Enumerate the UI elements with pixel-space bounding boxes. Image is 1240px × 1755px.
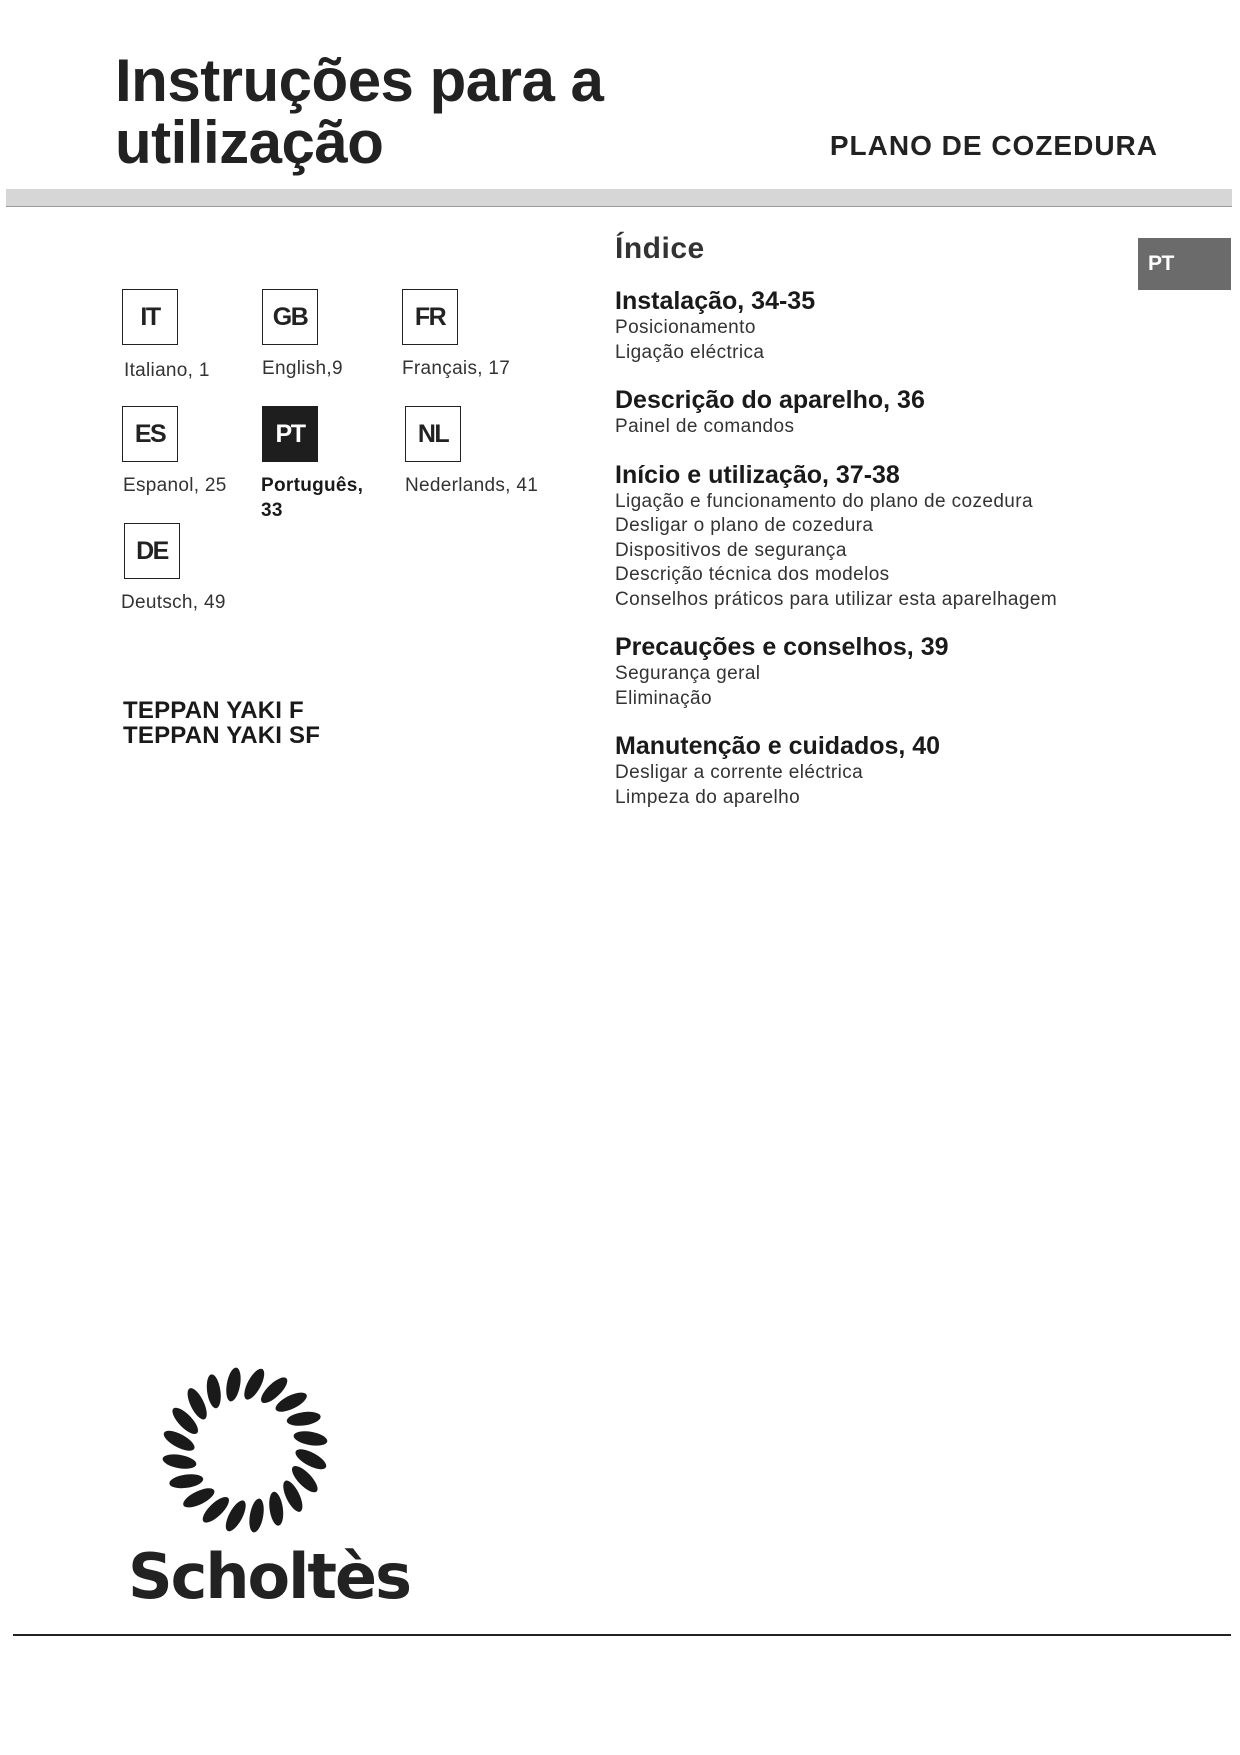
lang-box-it[interactable]: IT (122, 289, 178, 345)
section-title[interactable]: Precauções e conselhos, 39 (615, 633, 949, 661)
lang-box-de[interactable]: DE (124, 523, 180, 579)
lang-label-it[interactable]: Italiano, 1 (124, 360, 210, 381)
model-name-2: TEPPAN YAKI SF (123, 722, 321, 749)
index-section-inicio (615, 460, 1175, 613)
index-section-descricao (615, 385, 1175, 440)
language-side-tab: PT (1138, 238, 1231, 290)
section-item[interactable]: Descrição técnica dos modelos (615, 564, 890, 585)
section-title[interactable]: Manutenção e cuidados, 40 (615, 732, 941, 760)
lang-box-gb[interactable]: GB (262, 289, 318, 345)
lang-box-nl[interactable]: NL (405, 406, 461, 462)
section-item[interactable]: Desligar a corrente eléctrica (615, 762, 864, 783)
logo-ray (205, 1373, 223, 1409)
lang-box-es[interactable]: ES (122, 406, 178, 462)
section-item[interactable]: Posicionamento (615, 317, 756, 338)
section-item[interactable]: Painel de comandos (615, 416, 795, 437)
lang-box-pt[interactable]: PT (262, 406, 318, 462)
section-title[interactable]: Instalação, 34-35 (615, 287, 816, 315)
lang-box-fr[interactable]: FR (402, 289, 458, 345)
section-item[interactable]: Ligação e funcionamento do plano de cozedura (615, 490, 1033, 512)
title-line-1: Instruções para a (115, 47, 604, 114)
section-item[interactable]: Dispositivos de segurança (615, 539, 847, 561)
index-title: Índice (615, 232, 705, 265)
lang-label-de[interactable]: Deutsch, 49 (121, 592, 226, 613)
lang-label-pt[interactable] (261, 473, 363, 523)
logo-ray (292, 1429, 328, 1448)
document-title (115, 47, 604, 176)
logo-ray (267, 1491, 285, 1527)
index-section-instalacao (615, 286, 1175, 365)
section-item[interactable]: Ligação eléctrica (615, 341, 765, 363)
lang-label-es[interactable]: Espanol, 25 (123, 475, 227, 496)
logo-ray (247, 1497, 266, 1533)
section-item[interactable]: Limpeza do aparelho (615, 786, 801, 808)
logo-ray (162, 1452, 198, 1471)
lang-label-gb[interactable]: English,9 (262, 358, 343, 379)
title-line-2: utilização (115, 109, 384, 176)
logo-ray (286, 1410, 322, 1428)
logo-ray (224, 1367, 243, 1403)
index-section-manutencao (615, 731, 1175, 810)
lang-label-nl[interactable]: Nederlands, 41 (405, 475, 539, 496)
footer-divider (13, 1634, 1231, 1636)
index-section-precaucoes (615, 632, 1175, 711)
section-item[interactable]: Conselhos práticos para utilizar esta aparelhagem (615, 588, 1058, 610)
section-title[interactable]: Início e utilização, 37-38 (615, 460, 900, 489)
lang-label-pt-page: 33 (261, 500, 283, 521)
section-item[interactable]: Segurança geral (615, 663, 761, 684)
logo-ray (168, 1472, 204, 1490)
lang-label-fr[interactable]: Français, 17 (402, 358, 511, 379)
document-subtitle: PLANO DE COZEDURA (829, 130, 1158, 161)
section-item[interactable]: Eliminação (615, 687, 712, 709)
header-divider (6, 189, 1232, 207)
model-name-1: TEPPAN YAKI F (123, 697, 304, 724)
brand-name: Scholtès (128, 1540, 410, 1613)
index-list (615, 286, 1175, 830)
section-item[interactable]: Desligar o plano de cozedura (615, 515, 874, 536)
lang-label-pt-name: Português, (261, 475, 364, 496)
section-title[interactable]: Descrição do aparelho, 36 (615, 386, 925, 414)
sun-burst-logo-icon (150, 1355, 340, 1545)
